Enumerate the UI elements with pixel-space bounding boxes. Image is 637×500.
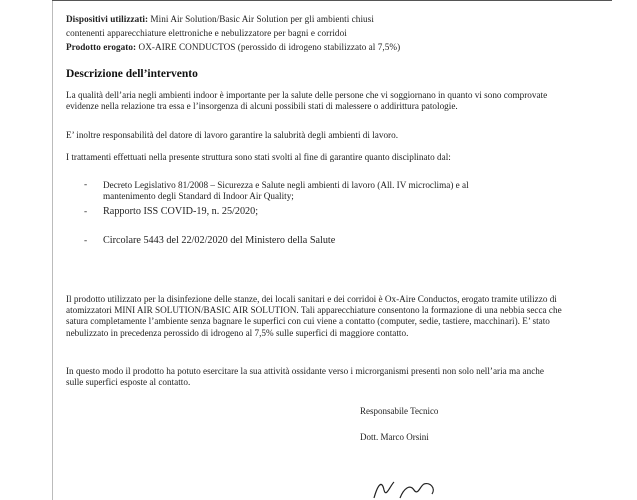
- paragraph-2: E’ inoltre responsabilità del datore di lavoro garantire la salubrità degli ambienti di lavoro.: [66, 130, 399, 140]
- handwritten-signature: [360, 476, 480, 500]
- section-title: Descrizione dell’intervento: [66, 68, 198, 80]
- paragraph-3: I trattamenti effettuati nella presente struttura sono stati svolti al fine di garantire quanto disciplinato dal:: [66, 152, 451, 162]
- paragraph-4: Il prodotto utilizzato per la disinfezione delle stanze, dei locali sanitari e dei corridoi è Ox-Aire Conductos, erogato tramite utilizzo di atomizzatori MINI AIR SOLUTION/BASIC AIR SOLUTION. Tali apparecchiature consentono la formazione di una nebbia secca che satura completamente l’ambiente senza bagnare le superfici con cui viene a contatto (computer, sedie, tastiere, macchinari). E’ stato nebulizzato in precedenza perossido di idrogeno al 7,5% sulle superfici di maggiore contatto.: [66, 294, 562, 338]
- bullet-3: Circolare 5443 del 22/02/2020 del Ministero della Salute: [103, 235, 336, 246]
- bullet-dash-2: -: [84, 207, 88, 217]
- bullet-dash-3: -: [84, 236, 88, 246]
- product-label: Prodotto erogato:: [66, 42, 137, 52]
- top-edge-line: [52, 0, 612, 1]
- product-value: OX-AIRE CONDUCTOS (perossido di idrogeno stabilizzato al 7,5%): [138, 42, 401, 52]
- bullet-2: Rapporto ISS COVID-19, n. 25/2020;: [103, 206, 259, 217]
- paragraph-5: In questo modo il prodotto ha potuto esercitare la sua attività ossidante verso i microrganismi presenti non solo nell’aria ma anche sulle superfici esposte al contatto.: [66, 366, 544, 388]
- devices-value-2: contenenti apparecchiature elettroniche e nebulizzatore per bagni e corridoi: [66, 28, 347, 38]
- bullet-1: [103, 180, 563, 201]
- bullet-dash-1: -: [84, 180, 88, 190]
- signature-role: Responsabile Tecnico: [360, 406, 439, 416]
- signature-name: Dott. Marco Orsini: [360, 432, 429, 442]
- scan-margin-line: [52, 0, 53, 500]
- devices-line-1: [66, 14, 374, 24]
- bullet-1-line-2: mantenimento degli Standard di Indoor Air Quality;: [103, 190, 294, 201]
- devices-value-1: Mini Air Solution/Basic Air Solution per gli ambienti chiusi: [150, 14, 374, 24]
- devices-line-2: [66, 28, 347, 38]
- paragraph-1: La qualità dell’aria negli ambienti indoor è importante per la salute delle persone che vi soggiornano in quanto vi sono comprovate evidenze nella relazione tra essa e l’insorgenza di alcuni possibili stati di malessere o addirittura patologie.: [66, 90, 548, 112]
- product-line: [66, 42, 400, 52]
- devices-label: Dispositivi utilizzati:: [66, 14, 149, 24]
- bullet-1-line-1: Decreto Legislativo 81/2008 – Sicurezza e Salute negli ambienti di lavoro (All. IV microclima) e al: [103, 180, 469, 190]
